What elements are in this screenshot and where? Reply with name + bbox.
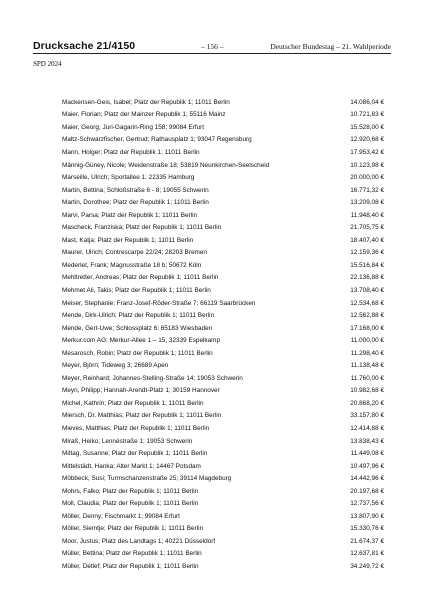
donor-entry: Moor, Justus; Platz des Landtags 1; 40221 Düsseldorf — [62, 537, 216, 545]
donation-amount: 10.982,68 € — [350, 387, 384, 395]
donation-amount: 33.157,80 € — [350, 412, 384, 420]
donor-entry: Maltz-Schwarzfischer, Gertrud; Rathausplatz 1; 93047 Regensburg — [62, 136, 252, 144]
donation-amount: 21.674,37 € — [350, 537, 384, 545]
donor-entry: Marvi, Parsa; Platz der Republik 1; 11011 Berlin — [62, 211, 198, 219]
list-item — [62, 485, 384, 498]
list-item — [62, 272, 384, 285]
list-item — [62, 96, 384, 109]
list-item — [62, 498, 384, 511]
donor-entry: Mende, Dirk-Ulrich; Platz der Republik 1; 11011 Berlin — [62, 312, 215, 320]
list-item — [62, 460, 384, 473]
donor-entry: Mesarosch, Robin; Platz der Republik 1; 11011 Berlin — [62, 349, 213, 357]
donation-amount: 20.197,68 € — [350, 487, 384, 495]
list-item — [62, 322, 384, 335]
donor-entry: Moll, Claudia; Platz der Republik 1; 11011 Berlin — [62, 500, 199, 508]
list-item — [62, 221, 384, 234]
list-item — [62, 134, 384, 147]
donation-amount: 12.414,88 € — [350, 424, 384, 432]
donation-amount: 10.123,98 € — [350, 161, 384, 169]
donor-entry: Miraß, Heiko; Lennéstraße 1; 19053 Schwerin — [62, 437, 193, 445]
list-item — [62, 121, 384, 134]
donor-entry: Mieves, Matthias; Platz der Republik 1; 11011 Berlin — [62, 424, 210, 432]
donation-amount: 22.136,88 € — [350, 274, 384, 282]
list-item — [62, 284, 384, 297]
donor-entry: Maier, Florian; Platz der Mainzer Republik 1; 55116 Mainz — [62, 111, 226, 119]
donation-amount: 12.637,81 € — [350, 550, 384, 558]
list-item — [62, 209, 384, 222]
donation-amount: 12.159,36 € — [350, 249, 384, 257]
donor-entry: Müller, Bettina; Platz der Republik 1; 11011 Berlin — [62, 550, 202, 558]
list-item — [62, 359, 384, 372]
donation-amount: 15.528,00 € — [350, 123, 384, 131]
donation-amount: 11.948,40 € — [350, 211, 384, 219]
list-item — [62, 184, 384, 197]
donation-amount: 12.737,56 € — [350, 500, 384, 508]
list-item — [62, 472, 384, 485]
donor-entry: Mohrs, Falko; Platz der Republik 1; 11011 Berlin — [62, 487, 199, 495]
list-item — [62, 146, 384, 159]
donation-amount: 14.086,04 € — [350, 98, 384, 106]
donation-amount: 10.721,83 € — [350, 111, 384, 119]
list-item — [62, 309, 384, 322]
list-item — [62, 548, 384, 561]
donor-entry: Meiser, Stephanie; Franz-Josef-Röder-Straße 7; 66119 Saarbrücken — [62, 299, 256, 307]
list-item — [62, 259, 384, 272]
donor-entry: Merkur.com AG; Merkur-Allee 1 – 15; 32339 Espelkamp — [62, 337, 221, 345]
donation-amount: 17.953,42 € — [350, 148, 384, 156]
list-item — [62, 535, 384, 548]
list-item — [62, 372, 384, 385]
list-item — [62, 410, 384, 423]
donation-amount: 11.138,48 € — [350, 362, 384, 370]
donation-amount: 20.868,20 € — [350, 399, 384, 407]
donation-amount: 16.771,32 € — [350, 186, 384, 194]
donation-amount: 10.497,96 € — [350, 462, 384, 470]
donor-entry: Meyn, Philipp; Hannah-Arendt-Platz 1; 30159 Hannover — [62, 387, 220, 395]
donor-entry: Mackensen-Geis, Isabel; Platz der Republik 1; 11011 Berlin — [62, 98, 230, 106]
donor-entry: Mittag, Susanne; Platz der Republik 1; 11011 Berlin — [62, 450, 208, 458]
donation-amount: 11.000,00 € — [350, 337, 384, 345]
list-item — [62, 159, 384, 172]
donation-amount: 11.449,08 € — [350, 450, 384, 458]
donor-entry: Martin, Dorothee; Platz der Republik 1; 11011 Berlin — [62, 199, 209, 207]
donation-amount: 20.000,00 € — [350, 174, 384, 182]
donation-amount: 12.562,88 € — [350, 312, 384, 320]
donor-entry: Möller, Denny; Fischmarkt 1; 99084 Erfurt — [62, 512, 180, 520]
document-label: Drucksache 21/ — [33, 40, 112, 52]
list-item — [62, 397, 384, 410]
list-item — [62, 247, 384, 260]
page-header — [33, 40, 391, 52]
donation-amount: 15.330,76 € — [350, 525, 384, 533]
donation-amount: 34.249,72 € — [350, 563, 384, 570]
donor-entry: Mast, Katja; Platz der Republik 1; 11011 Berlin — [62, 236, 194, 244]
donation-amount: 11.760,00 € — [350, 374, 384, 382]
parliament-label: Deutscher Bundestag – 21. Wahlperiode — [270, 42, 391, 51]
list-item — [62, 422, 384, 435]
list-item — [62, 435, 384, 448]
donor-entry: Möller, Siemtje; Platz der Republik 1; 11011 Berlin — [62, 525, 204, 533]
donation-amount: 21.705,75 € — [350, 224, 384, 232]
party-year-heading: SPD 2024 — [33, 60, 62, 68]
donor-entry: Mehmet Ali, Takis; Platz der Republik 1; 11011 Berlin — [62, 286, 211, 294]
donor-entry: Mende, Gert-Uwe; Schlossplatz 6; 65183 Wiesbaden — [62, 324, 213, 332]
donation-amount: 12.534,68 € — [350, 299, 384, 307]
list-item — [62, 510, 384, 523]
list-item — [62, 334, 384, 347]
list-item — [62, 560, 384, 573]
list-item — [62, 447, 384, 460]
donor-entry: Mascheck, Franziska; Platz der Republik 1; 11011 Berlin — [62, 224, 222, 232]
donor-entry: Mittelstädt, Hanka; Alter Markt 1; 14467 Potsdam — [62, 462, 201, 470]
donation-amount: 18.407,40 € — [350, 236, 384, 244]
donor-entry: Martin, Bettina; Schloßstraße 6 - 8; 19055 Schwerin — [62, 186, 209, 194]
list-item — [62, 171, 384, 184]
donation-amount: 13.209,08 € — [350, 199, 384, 207]
page-number: – 156 – — [201, 42, 224, 51]
donor-entry: Marseille, Ulrich; Sportallee 1; 22335 Hamburg — [62, 174, 195, 182]
donor-entry: Meyer, Reinhard; Johannes-Stelling-Straße 14; 19053 Schwerin — [62, 374, 243, 382]
donor-entry: Mederlet, Frank; Magnusstraße 18 b; 50672 Köln — [62, 261, 202, 269]
list-item — [62, 109, 384, 122]
donation-amount: 13.838,43 € — [350, 437, 384, 445]
donor-entry: Meyer, Björn; Tideweg 3; 26689 Apen — [62, 362, 169, 370]
donor-entry: Maier, Georg; Juri-Gagarin-Ring 158; 99084 Erfurt — [62, 123, 205, 131]
list-item — [62, 347, 384, 360]
donation-amount: 17.168,00 € — [350, 324, 384, 332]
header-rule — [33, 53, 391, 54]
donor-entry: Müller, Detlef; Platz der Republik 1; 11011 Berlin — [62, 563, 199, 570]
donor-entry: Mann, Holger; Platz der Republik 1; 11011 Berlin — [62, 148, 200, 156]
donor-entry: Miersch, Dr. Matthias; Platz der Republik 1; 11011 Berlin — [62, 412, 222, 420]
donor-entry: Michel, Kathrin; Platz der Republik 1; 11011 Berlin — [62, 399, 204, 407]
donation-list — [62, 96, 384, 573]
document-number-value: 4150 — [111, 40, 136, 52]
donation-amount: 13.807,90 € — [350, 512, 384, 520]
list-item — [62, 297, 384, 310]
donor-entry: Maurer, Ulrich; Contrescarpe 22/24; 28203 Bremen — [62, 249, 207, 257]
list-item — [62, 196, 384, 209]
donor-entry: Möbbeck, Susi; Turmschanzenstraße 25; 39114 Magdeburg — [62, 475, 232, 483]
donor-entry: Männig-Güney, Nicole; Weidenstraße 18; 53819 Neunkirchen-Seelscheid — [62, 161, 270, 169]
list-item — [62, 234, 384, 247]
donation-amount: 14.442,96 € — [350, 475, 384, 483]
list-item — [62, 523, 384, 536]
donation-amount: 13.708,40 € — [350, 286, 384, 294]
donation-amount: 12.920,68 € — [350, 136, 384, 144]
donation-amount: 15.516,84 € — [350, 261, 384, 269]
list-item — [62, 385, 384, 398]
donor-entry: Mehltretter, Andreas; Platz der Republik 1; 11011 Berlin — [62, 274, 219, 282]
donation-amount: 11.298,40 € — [350, 349, 384, 357]
document-number — [33, 40, 135, 52]
